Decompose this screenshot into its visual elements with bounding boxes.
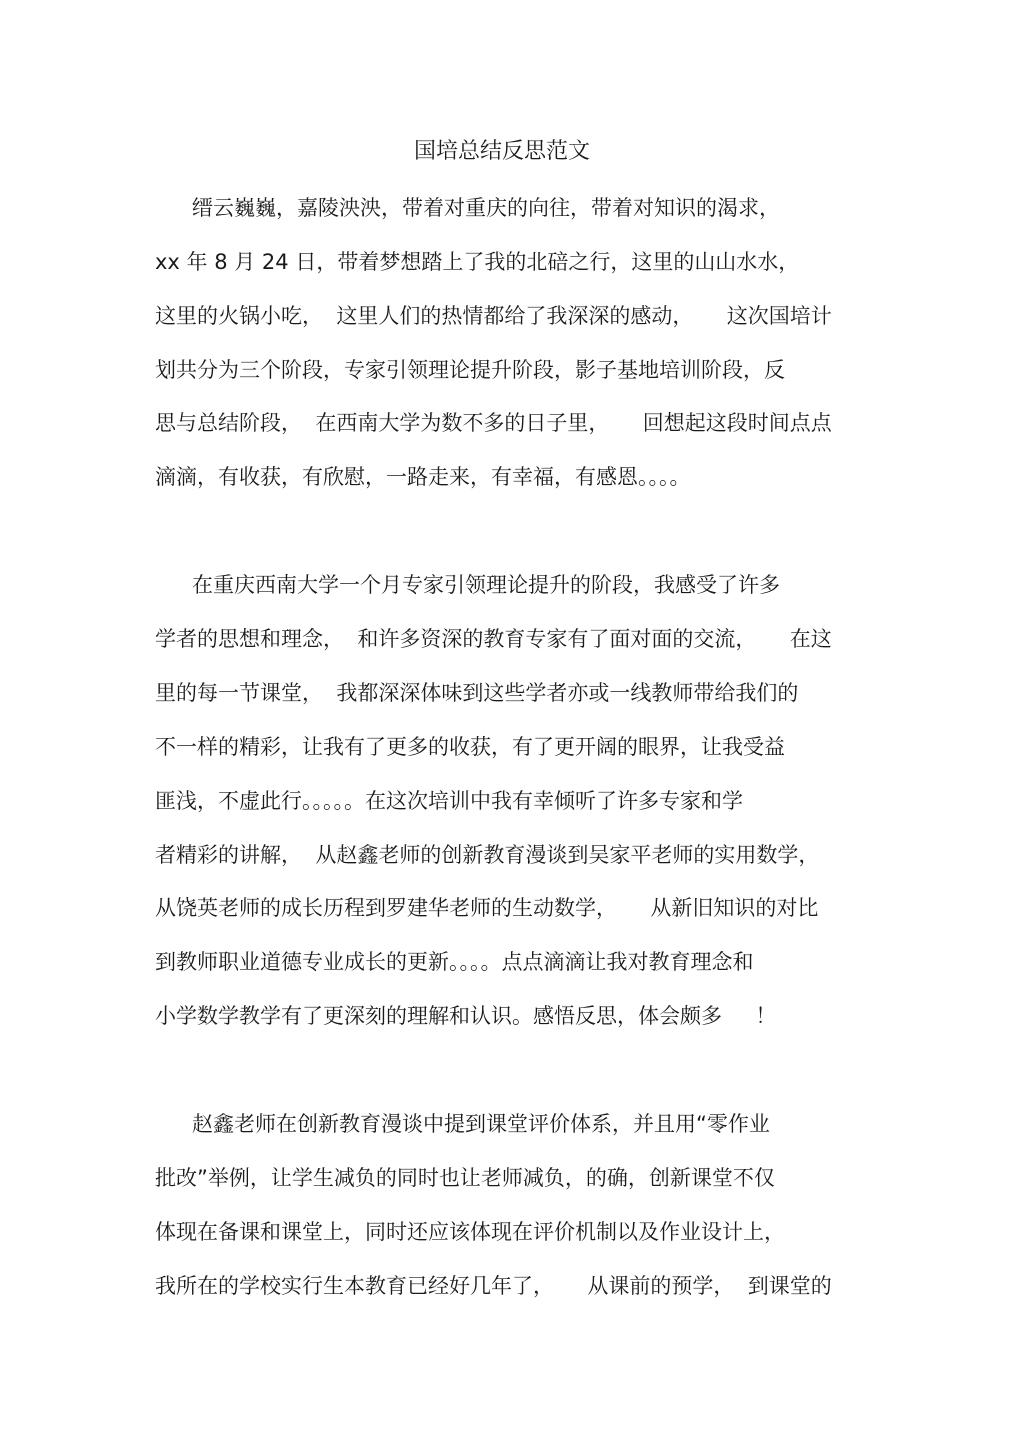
- paragraph-line: xx 年 8 月 24 日，带着梦想踏上了我的北碚之行，这里的山山水水，: [155, 250, 800, 274]
- paragraph-line: 不一样的精彩，让我有了更多的收获，有了更开阔的眼界，让我受益: [155, 735, 785, 759]
- paragraph-line: 缙云巍巍，嘉陵泱泱，带着对重庆的向往，带着对知识的渴求，: [192, 196, 780, 220]
- paragraph-line: 在重庆西南大学一个月专家引领理论提升的阶段，我感受了许多: [192, 573, 780, 597]
- paragraph-line: 匪浅，不虚此行。。。。。在这次培训中我有幸倾听了许多专家和学: [155, 789, 743, 813]
- paragraph-line: 者精彩的讲解， 从赵鑫老师的创新教育漫谈到吴家平老师的实用数学，: [155, 843, 820, 867]
- paragraph-line: 体现在备课和课堂上，同时还应该体现在评价机制以及作业设计上，: [155, 1220, 785, 1244]
- paragraph-line: 学者的思想和理念， 和许多资深的教育专家有了面对面的交流， 在这: [155, 627, 832, 651]
- paragraph-line: 小学数学教学有了更深刻的理解和认识。感悟反思，体会颇多 ！: [155, 1004, 777, 1028]
- paragraph-line: 我所在的学校实行生本教育已经好几年了， 从课前的预学， 到课堂的: [155, 1274, 832, 1298]
- paragraph-line: 这里的火锅小吃， 这里人们的热情都给了我深深的感动， 这次国培计: [155, 304, 832, 328]
- paragraph-line: 里的每一节课堂， 我都深深体味到这些学者亦或一线教师带给我们的: [155, 681, 799, 705]
- paragraph-line: 思与总结阶段， 在西南大学为数不多的日子里， 回想起这段时间点点: [155, 411, 832, 435]
- paragraph-line: 划共分为三个阶段，专家引领理论提升阶段，影子基地培训阶段，反: [155, 358, 785, 382]
- paragraph-line: 到教师职业道德专业成长的更新。。。。点点滴滴让我对教育理念和: [155, 950, 754, 974]
- paragraph-line: 赵鑫老师在创新教育漫谈中提到课堂评价体系，并且用“零作业: [192, 1112, 770, 1136]
- paragraph-line: 批改”举例，让学生减负的同时也让老师减负，的确，创新课堂不仅: [155, 1166, 775, 1190]
- document-title: 国培总结反思范文: [413, 139, 590, 164]
- paragraph-line: 滴滴，有收获，有欣慰，一路走来，有幸福，有感恩。。。。: [155, 465, 691, 489]
- paragraph-line: 从饶英老师的成长历程到罗建华老师的生动数学， 从新旧知识的对比: [155, 896, 819, 920]
